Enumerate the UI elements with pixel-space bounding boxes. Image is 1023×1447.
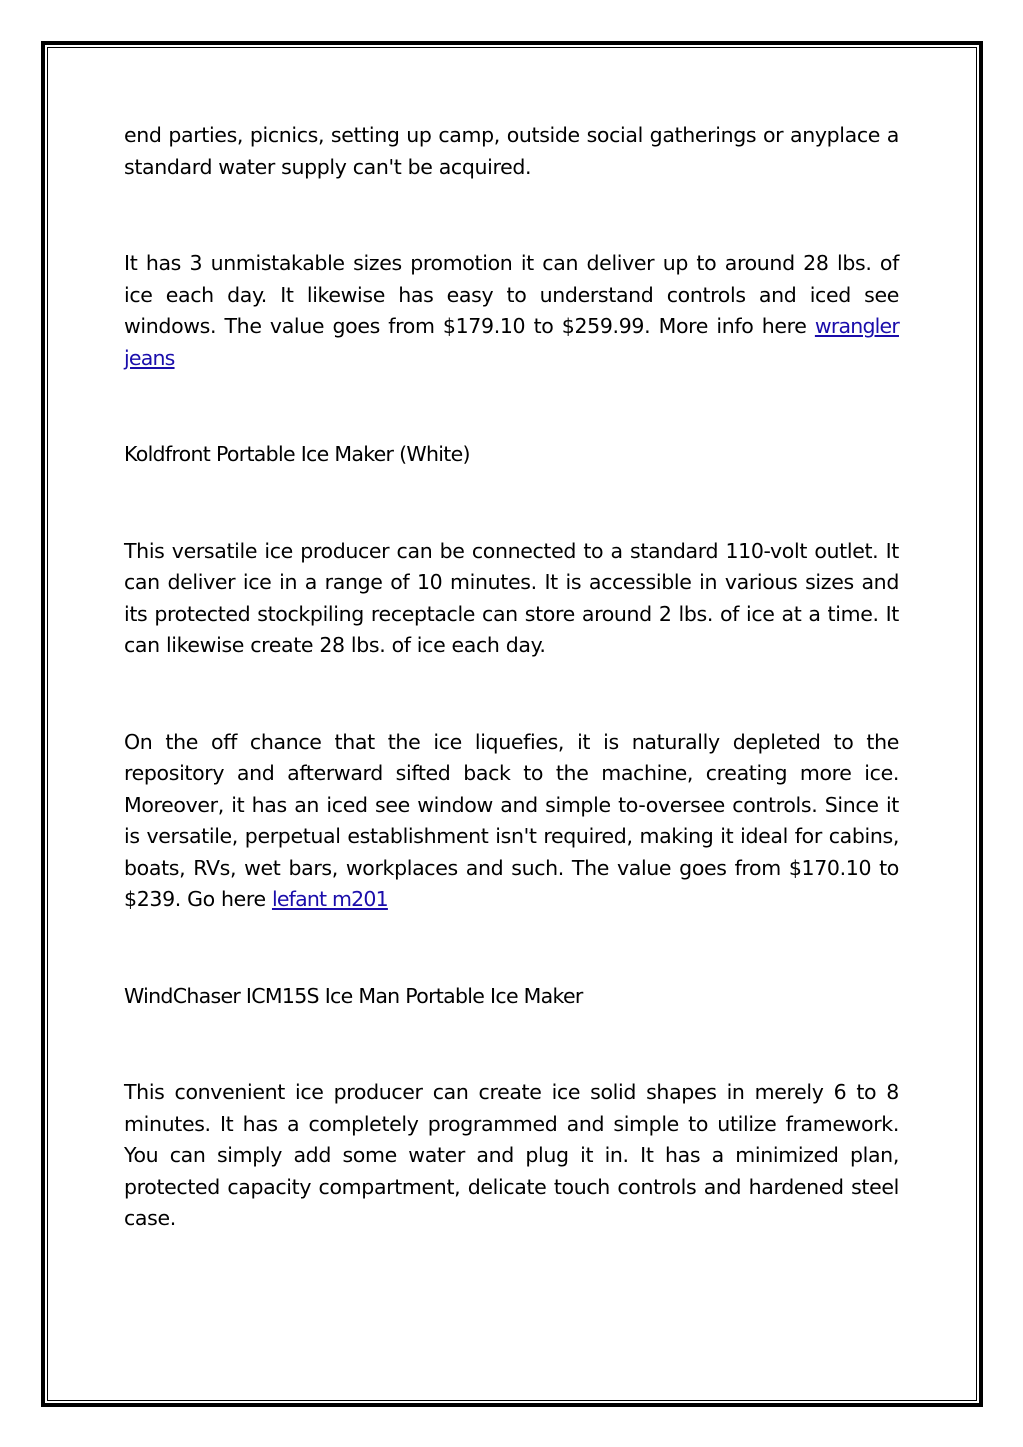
- section-heading-koldfront: Koldfront Portable Ice Maker (White): [124, 442, 470, 466]
- spacer: [124, 471, 899, 536]
- paragraph-windchaser-description: This convenient ice producer can create ice solid shapes in merely 6 to 8 minutes. It has a completely programmed and simple to utilize framework. You can simply add some water and plug it in. It has a minimized plan, protected capacity compartment, delicate touch controls and hardened steel case.: [124, 1080, 899, 1230]
- section-heading-windchaser: WindChaser ICM15S Ice Man Portable Ice Maker: [124, 983, 583, 1008]
- spacer: [124, 662, 899, 727]
- spacer: [124, 183, 899, 248]
- paragraph-koldfront-description: This versatile ice producer can be connected to a standard 110-volt outlet. It can deliver ice in a range of 10 minutes. It is accessible in various sizes and its protected stockpiling receptacle can store around 2 lbs. of ice at a time. It can likewise create 28 lbs. of ice each day.: [124, 538, 899, 657]
- paragraph-text: On the off chance that the ice liquefies, it is naturally depleted to the repository and afterward sifted back to the machine, creating more ice. Moreover, it has an iced see window and simple to-oversee controls. Since it is versatile, perpetual establishment isn't required, making it ideal for cabins, boats, RVs, wet bars, workplaces and such. The value goes from $170.10 to $239. Go here: [124, 729, 899, 911]
- spacer: [124, 374, 899, 439]
- document-body: [124, 120, 899, 1235]
- spacer: [124, 916, 899, 981]
- paragraph-intro-continued: end parties, picnics, setting up camp, outside social gatherings or anyplace a standard water supply can't be acquired.: [124, 123, 899, 179]
- paragraph-koldfront-features: [124, 727, 899, 916]
- wrangler-jeans-link[interactable]: wrangler jeans: [124, 314, 899, 370]
- lefant-m201-link[interactable]: lefant m201: [271, 887, 388, 911]
- spacer: [124, 1012, 899, 1077]
- paragraph-size-and-price: [124, 248, 899, 374]
- paragraph-text: It has 3 unmistakable sizes promotion it can deliver up to around 28 lbs. of ice each day. It likewise has easy to understand controls and iced see windows. The value goes from $179.10 to $259.99. More info here: [124, 251, 899, 338]
